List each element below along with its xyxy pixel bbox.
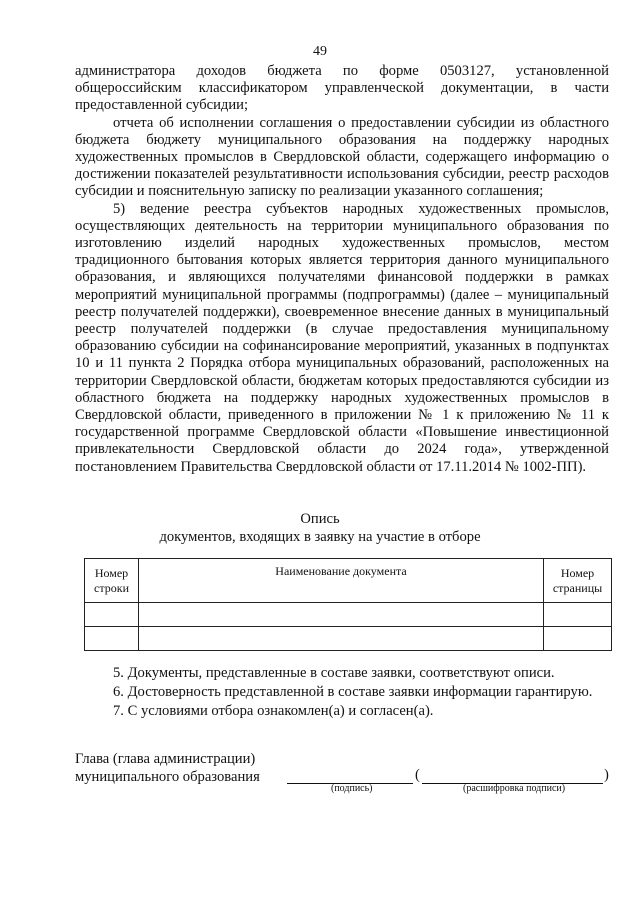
table-cell <box>139 603 544 627</box>
statement: 5. Документы, представленные в составе заявки, соответствуют описи. <box>113 665 555 681</box>
decoding-hint: (расшифровка подписи) <box>463 783 566 794</box>
inventory-heading: Опись <box>300 511 340 527</box>
inventory-subheading: документов, входящих в заявку на участие в отборе <box>159 529 481 545</box>
signatory-position <box>75 750 295 786</box>
body-text <box>75 63 609 476</box>
position-line: Глава (глава администрации) <box>75 751 256 767</box>
column-header-row-number: Номер строки <box>85 559 139 603</box>
inventory-title <box>0 510 640 546</box>
statement: 7. С условиями отбора ознакомлен(а) и согласен(а). <box>113 703 434 719</box>
table-row <box>85 603 612 627</box>
documents-table <box>84 558 612 651</box>
position-line: муниципального образования <box>75 769 260 785</box>
table-cell <box>139 627 544 651</box>
paren-close: ) <box>604 767 609 783</box>
table-cell <box>544 627 612 651</box>
paragraph: 5) ведение реестра субъектов народных художественных промыслов, осуществляющих деятельность на территории муниципального образования по изготовлению изделий народных художественных промыслов, местом традиционного бытования которых является территория данного муниципального образования, и являющихся получателями финансовой поддержки в рамках мероприятий муниципальной программы (подпрограммы) (далее – муниципальный реестр получателей поддержки), своевременное внесение данных в муниципальный реестр получателей поддержки (в случае предоставления муниципальному образованию субсидии на софинансирование мероприятий, указанных в подпунктах 10 и 11 пункта 2 Порядка отбора муниципальных образований, расположенных на территории Свердловской области, бюджетам которых предоставляются субсидии из областного бюджета на поддержку народных художественных промыслов в Свердловской области, приведенного в приложении № 1 к приложению № 11 к государственной программе Свердловской области «Повышение инвестиционной привлекательности Свердловской области до 2024 года», утвержденной постановлением Правительства Свердловской области от 17.11.2014 № 1002-ПП). <box>75 200 609 475</box>
table-cell <box>85 603 139 627</box>
page-number: 49 <box>313 44 327 59</box>
paragraph: отчета об исполнении соглашения о предоставлении субсидии из областного бюджета бюджету муниципального образования на поддержку народных художественных промыслов в Свердловской области, содержащего информацию о достижении показателей результативности использования субсидии, реестр расходов субсидии и пояснительную записку по реализации указанного соглашения; <box>75 114 609 200</box>
table-cell <box>85 627 139 651</box>
closing-statements <box>113 664 613 721</box>
statement: 6. Достоверность представленной в составе заявки информации гарантирую. <box>113 684 593 700</box>
column-header-document-name: Наименование документа <box>139 559 544 603</box>
table-row <box>85 627 612 651</box>
column-header-page-number: Номер страницы <box>544 559 612 603</box>
paragraph: администратора доходов бюджета по форме 0503127, установленной общероссийским классификатором управленческой документации, в части предоставленной субсидии; <box>75 63 609 114</box>
signature-hint: (подпись) <box>331 783 373 794</box>
table-header-row <box>85 559 612 603</box>
table-cell <box>544 603 612 627</box>
paren-open: ( <box>415 767 420 783</box>
